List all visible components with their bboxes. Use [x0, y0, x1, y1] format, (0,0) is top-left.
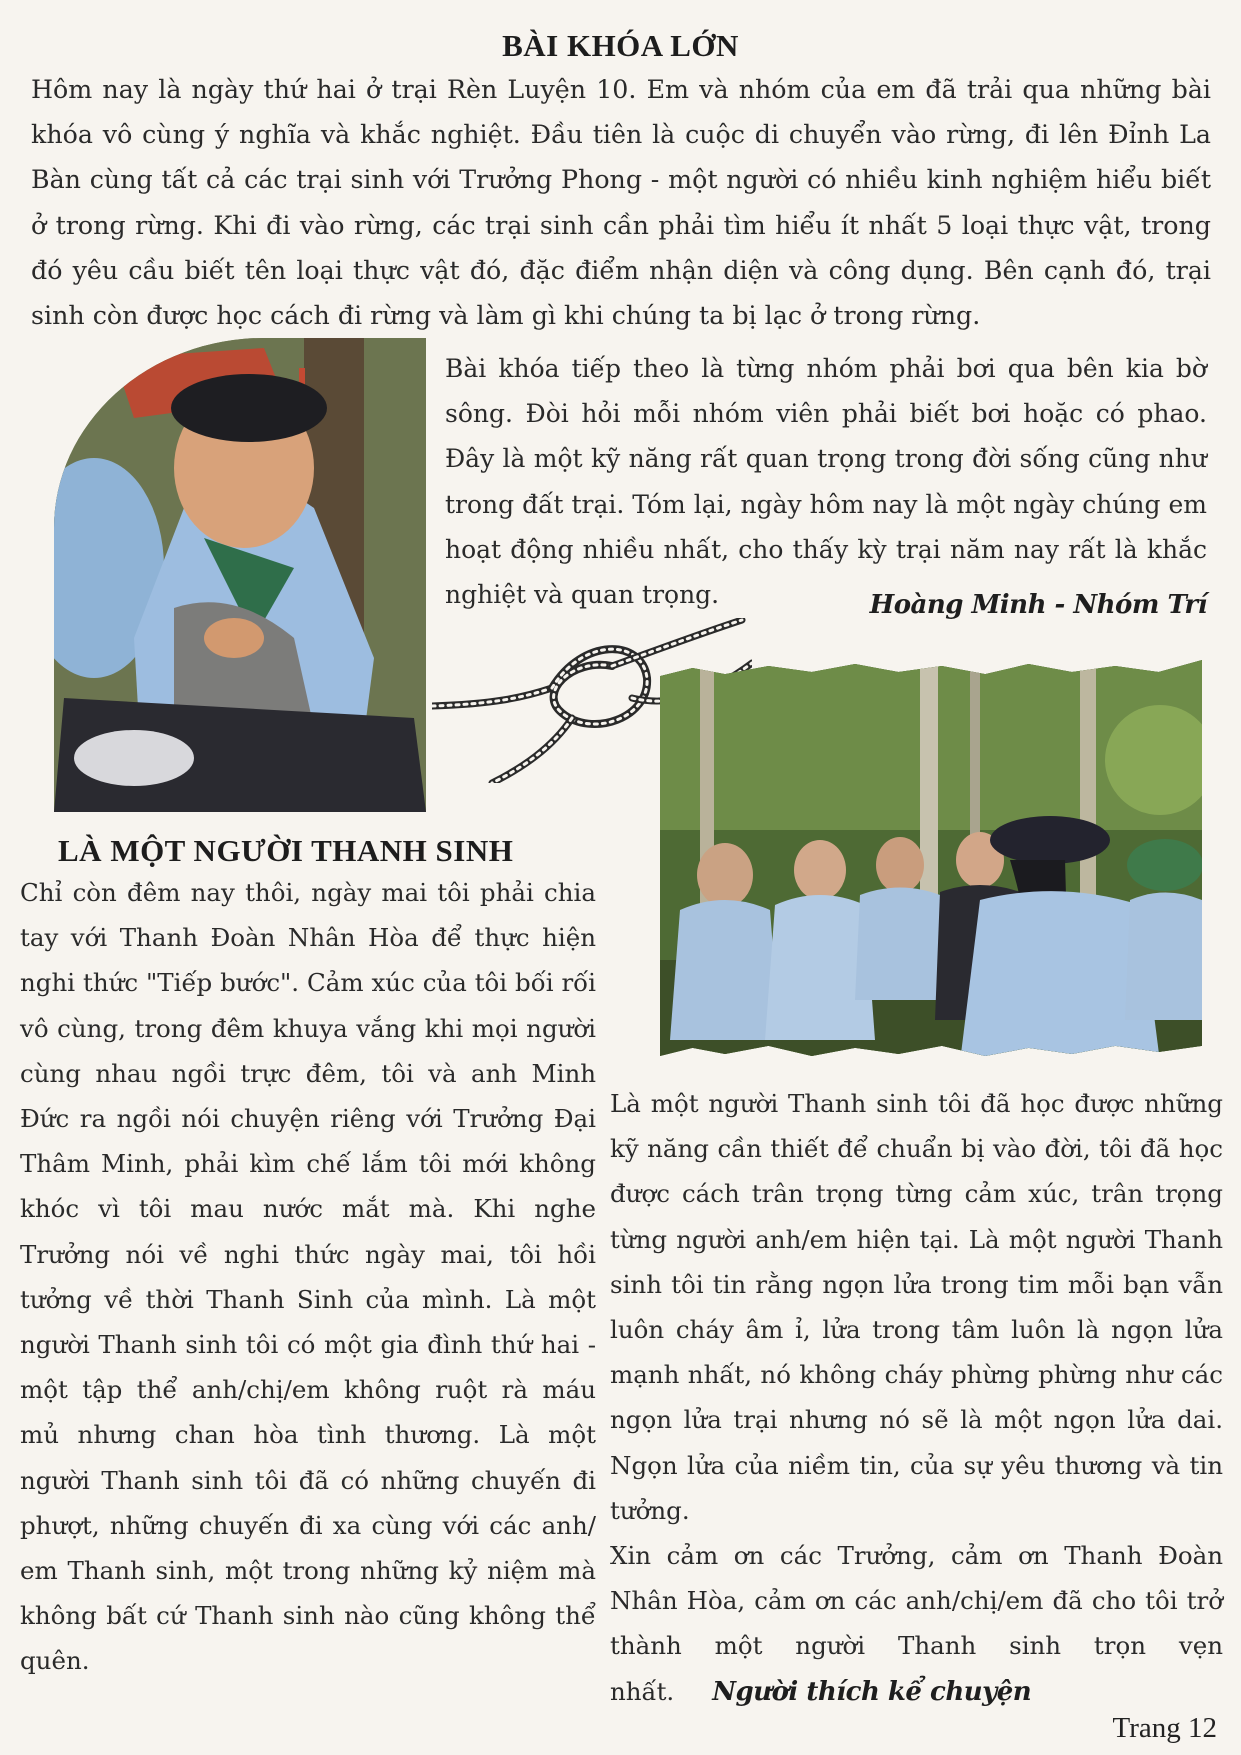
photo-scout-boy: [54, 338, 426, 812]
section1-paragraph-2: Bài khóa tiếp theo là từng nhóm phải bơi qua bên kia bờ sông. Đòi hỏi mỗi nhóm viên phải biết bơi hoặc có phao. Đây là một kỹ năng rất quan trọng trong đời sống cũng như trong đất trại. Tóm lại, ngày hôm nay là một ngày chúng em hoạt động nhiều nhất, cho thấy kỳ trại năm nay rất là khắc nghiệt và quan trọng.: [445, 354, 1207, 610]
photo-scouts-in-forest: [660, 660, 1202, 1062]
section1-paragraph-1: Hôm nay là ngày thứ hai ở trại Rèn Luyện 10. Em và nhóm của em đã trải qua những bài khóa vô cùng ý nghĩa và khắc nghiệt. Đầu tiên là cuộc di chuyển vào rừng, đi lên Đỉnh La Bàn cùng tất cả các trại sinh với Trưởng Phong - một người có nhiều kinh nghiệm hiểu biết ở trong rừng. Khi đi vào rừng, các trại sinh cần phải tìm hiểu ít nhất 5 loại thực vật, trong đó yêu cầu biết tên loại thực vật đó, đặc điểm nhận diện và công dụng. Bên cạnh đó, trại sinh còn được học cách đi rừng và làm gì khi chúng ta bị lạc ở trong rừng.: [31, 75, 1211, 331]
photo-scouts-in-forest-illustration: [660, 660, 1202, 1062]
page-number: Trang 12: [1112, 1712, 1217, 1744]
section-title-bai-khoa-lon: BÀI KHÓA LỚN: [502, 28, 739, 63]
signature-nguoi-thich-ke-chuyen: Người thích kể chuyện: [712, 1676, 1032, 1707]
section2-paragraph-3: Xin cảm ơn các Trưởng, cảm ơn Thanh Đoàn Nhân Hòa, cảm ơn các anh/chị/em đã cho tôi trở thành một người Thanh sinh trọn vẹn nhất.: [610, 1541, 1223, 1706]
photo-scout-boy-illustration: [54, 338, 426, 812]
section2-paragraph-2: Là một người Thanh sinh tôi đã học được những kỹ năng cần thiết để chuẩn bị vào đời, tôi đã học được cách trân trọng từng cảm xúc, trân trọng từng người anh/em hiện tại. Là một người Thanh sinh tôi tin rằng ngọn lửa trong tim mỗi bạn vẫn luôn cháy âm ỉ, lửa trong tâm luôn là ngọn lửa mạnh nhất, nó không cháy phừng phừng như các ngọn lửa trại nhưng nó sẽ là một ngọn lửa dai. Ngọn lửa của niềm tin, của sự yêu thương và tin tưởng.: [610, 1089, 1223, 1525]
signature-hoang-minh: Hoàng Minh - Nhóm Trí: [869, 590, 1207, 620]
section-title-la-mot-nguoi-thanh-sinh: LÀ MỘT NGƯỜI THANH SINH: [58, 833, 514, 868]
section2-paragraph-2-and-3: [610, 1081, 1223, 1715]
section2-paragraph-1: Chỉ còn đêm nay thôi, ngày mai tôi phải chia tay với Thanh Đoàn Nhân Hòa để thực hiện nghi thức "Tiếp bước". Cảm xúc của tôi bối rối vô cùng, trong đêm khuya vắng khi mọi người cùng nhau ngồi trực đêm, tôi và anh Minh Đức ra ngồi nói chuyện riêng với Trưởng Đại Thâm Minh, phải kìm chế lắm tôi mới không khóc vì tôi mau nước mắt mà. Khi nghe Trưởng nói về nghi thức ngày mai, tôi hồi tưởng về thời Thanh Sinh của mình. Là một người Thanh sinh tôi có một gia đình thứ hai - một tập thể anh/chị/em không ruột rà máu mủ nhưng chan hòa tình thương. Là một người Thanh sinh tôi đã có những chuyến đi phượt, những chuyến đi xa cùng với các anh/ em Thanh sinh, một trong những kỷ niệm mà không bất cứ Thanh sinh nào cũng không thể quên.: [20, 878, 596, 1676]
